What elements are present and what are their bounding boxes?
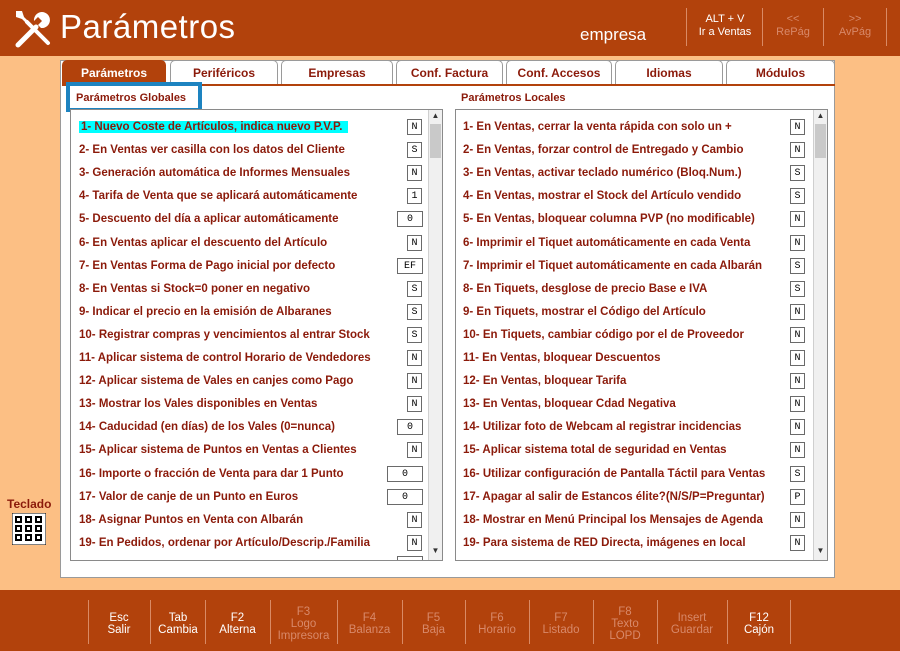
param-value-field[interactable]: 0 xyxy=(387,489,423,505)
param-label: 2- En Ventas ver casilla con los datos del Cliente xyxy=(79,144,345,157)
param-value-field[interactable]: S xyxy=(407,281,422,297)
param-value-field[interactable]: S xyxy=(407,304,422,320)
param-value-field[interactable]: S xyxy=(407,327,422,343)
tab-parametros[interactable]: Parámetros xyxy=(62,60,166,86)
param-value-field[interactable]: N xyxy=(790,211,805,227)
param-label: 11- En Ventas, bloquear Descuentos xyxy=(463,352,661,364)
shortcut-key: Esc xyxy=(109,612,129,624)
param-label: 11- Aplicar sistema de control Horario de Vendedores xyxy=(79,352,371,364)
button-label: Listado xyxy=(542,624,580,636)
param-label: 16- Utilizar configuración de Pantalla Táctil para Ventas xyxy=(463,467,766,480)
company-name: empresa xyxy=(580,25,647,44)
global-param-row[interactable] xyxy=(71,304,428,322)
param-value-field[interactable]: EF xyxy=(397,258,423,274)
param-label: 9- En Tiquets, mostrar el Código del Artículo xyxy=(463,305,706,318)
param-label: 3- En Ventas, activar teclado numérico (Bloq.Num.) xyxy=(463,167,742,180)
button-label: Alterna xyxy=(219,624,256,636)
go-to-sales-button[interactable] xyxy=(688,8,762,46)
tab-conf-factura[interactable]: Conf. Factura xyxy=(396,60,503,84)
local-param-row[interactable] xyxy=(456,442,813,460)
save-button[interactable] xyxy=(658,598,726,644)
param-label: 5- En Ventas, bloquear columna PVP (no modificable) xyxy=(463,213,755,226)
shortcut-key: F8 xyxy=(618,606,632,618)
footer-bar xyxy=(0,590,900,651)
param-value-field[interactable] xyxy=(397,556,423,561)
param-label: 15- Aplicar sistema total de seguridad en Ventas xyxy=(463,444,727,457)
tools-icon xyxy=(12,7,54,49)
local-param-row[interactable] xyxy=(456,512,813,530)
param-label: 4- En Ventas, mostrar el Stock del Artículo vendido xyxy=(463,190,742,203)
shortcut-key: Insert xyxy=(677,612,707,624)
param-label: 17- Apagar al salir de Estancos élite?(N/S/P=Preguntar) xyxy=(463,490,765,503)
delete-button[interactable] xyxy=(403,598,464,644)
shortcut-key: F6 xyxy=(490,612,504,624)
local-param-row[interactable] xyxy=(456,304,813,322)
scroll-thumb[interactable] xyxy=(815,124,826,158)
local-param-row[interactable] xyxy=(456,396,813,414)
logo-printer-button[interactable] xyxy=(271,598,336,644)
local-param-row[interactable] xyxy=(456,466,813,484)
global-param-row[interactable] xyxy=(71,396,428,414)
param-value-field[interactable]: S xyxy=(790,258,805,274)
shortcut-key: Tab xyxy=(168,612,188,624)
local-param-row[interactable] xyxy=(456,165,813,183)
global-param-row[interactable] xyxy=(71,119,428,137)
param-label: 18- Asignar Puntos en Venta con Albarán xyxy=(79,513,304,526)
teclado-label: Teclado xyxy=(7,497,52,511)
shortcut-key: F4 xyxy=(362,612,377,624)
param-value-field[interactable]: N xyxy=(407,119,422,135)
button-label: Cajón xyxy=(743,624,775,636)
button-label: Balanza xyxy=(348,624,391,636)
global-param-row[interactable] xyxy=(71,258,428,276)
param-label: 18- Mostrar en Menú Principal los Mensajes de Agenda xyxy=(463,513,763,526)
local-param-row[interactable] xyxy=(456,142,813,160)
local-params-list[interactable] xyxy=(455,109,828,561)
local-param-row[interactable] xyxy=(456,281,813,299)
shortcut-key: >> xyxy=(848,13,862,25)
header-bar xyxy=(0,0,900,56)
highlight-box xyxy=(66,82,202,112)
tab-perifericos[interactable]: Periféricos xyxy=(170,60,278,84)
global-param-row[interactable] xyxy=(71,188,428,206)
scroll-up-icon[interactable]: ▲ xyxy=(816,111,825,120)
param-value-field[interactable]: N xyxy=(407,512,422,528)
param-value-field[interactable]: N xyxy=(407,535,422,551)
schedule-button[interactable] xyxy=(466,598,528,644)
param-label: 12- Aplicar sistema de Vales en canjes como Pago xyxy=(79,375,354,388)
global-param-row[interactable] xyxy=(71,535,428,553)
local-param-row[interactable] xyxy=(456,119,813,137)
local-param-row[interactable] xyxy=(456,535,813,553)
header-divider xyxy=(886,8,887,46)
param-value-field[interactable]: N xyxy=(790,142,805,158)
param-label: 10- En Tiquets, cambiar código por el de Proveedor xyxy=(463,328,744,341)
global-param-row[interactable] xyxy=(71,350,428,368)
param-label: 2- En Ventas, forzar control de Entregado y Cambio xyxy=(463,144,744,157)
param-value-field[interactable]: N xyxy=(790,304,805,320)
vertical-scrollbar[interactable] xyxy=(428,110,442,560)
exit-button[interactable] xyxy=(89,598,149,644)
param-value-field[interactable]: N xyxy=(790,535,805,551)
param-label: 4- Tarifa de Venta que se aplicará automáticamente xyxy=(79,190,358,203)
global-param-row[interactable] xyxy=(71,281,428,299)
scroll-down-icon[interactable]: ▼ xyxy=(431,546,440,555)
param-label: 17- Valor de canje de un Punto en Euros xyxy=(79,490,299,503)
param-value-field[interactable]: N xyxy=(407,442,422,458)
param-label: 13- En Ventas, bloquear Cdad Negativa xyxy=(463,398,676,411)
global-param-row[interactable] xyxy=(71,512,428,530)
button-label: RePág xyxy=(776,26,810,38)
param-value-field[interactable]: S xyxy=(790,281,805,297)
param-label: 10- Registrar compras y vencimientos al entrar Stock xyxy=(79,328,370,341)
param-value-field[interactable]: N xyxy=(790,419,805,435)
param-value-field[interactable]: S xyxy=(790,165,805,181)
param-label: 13- Mostrar los Vales disponibles en Ventas xyxy=(79,398,318,411)
param-value-field[interactable]: P xyxy=(790,489,805,505)
param-value-field[interactable]: 0 xyxy=(397,211,423,227)
param-label: 5- Descuento del día a aplicar automáticamente xyxy=(79,213,339,226)
button-label: AvPág xyxy=(838,26,872,38)
param-label: 3- Generación automática de Informes Mensuales xyxy=(79,167,350,180)
shortcut-key: << xyxy=(786,13,800,25)
global-param-row[interactable] xyxy=(71,327,428,345)
header-divider xyxy=(686,8,687,46)
local-params-title: Parámetros Locales xyxy=(461,92,566,104)
shortcut-key: F5 xyxy=(426,612,441,624)
param-label: 6- Imprimir el Tiquet automáticamente en cada Venta xyxy=(463,236,751,249)
param-label: 15- Aplicar sistema de Puntos en Ventas a Clientes xyxy=(79,444,357,457)
switch-button[interactable] xyxy=(151,598,205,644)
local-param-row[interactable] xyxy=(456,211,813,229)
global-param-row[interactable] xyxy=(71,373,428,391)
global-param-row[interactable] xyxy=(71,466,428,484)
scroll-up-icon[interactable]: ▲ xyxy=(431,111,440,120)
param-value-field[interactable]: N xyxy=(790,235,805,251)
param-value-field[interactable]: N xyxy=(790,327,805,343)
global-params-list[interactable] xyxy=(70,109,443,561)
local-param-row[interactable] xyxy=(456,258,813,276)
scale-button[interactable] xyxy=(338,598,401,644)
param-value-field[interactable]: N xyxy=(407,396,422,412)
button-label: Salir xyxy=(107,624,131,636)
param-value-field[interactable]: N xyxy=(790,119,805,135)
param-label: 19- Para sistema de RED Directa, imágenes en local xyxy=(463,536,746,549)
shortcut-key: F7 xyxy=(554,612,568,624)
param-value-field[interactable]: N xyxy=(790,373,805,389)
param-value-field[interactable]: N xyxy=(407,350,422,366)
param-value-field[interactable]: 0 xyxy=(397,419,423,435)
param-value-field[interactable]: S xyxy=(407,142,422,158)
scroll-thumb[interactable] xyxy=(430,124,441,158)
global-param-row[interactable] xyxy=(71,211,428,229)
param-value-field[interactable]: N xyxy=(790,512,805,528)
global-param-row[interactable] xyxy=(71,419,428,437)
local-param-row[interactable] xyxy=(456,327,813,345)
param-label: 9- Indicar el precio en la emisión de Albaranes xyxy=(79,305,332,318)
button-label: Logo xyxy=(290,618,317,630)
button-label: Horario xyxy=(478,624,516,636)
keyboard-icon[interactable] xyxy=(12,513,46,545)
app-title: Parámetros xyxy=(60,8,236,45)
param-value-field[interactable]: S xyxy=(790,188,805,204)
local-param-row[interactable] xyxy=(456,350,813,368)
local-param-row[interactable] xyxy=(456,188,813,206)
param-value-field[interactable]: N xyxy=(790,396,805,412)
param-label: 16- Importe o fracción de Venta para dar 1 Punto xyxy=(79,467,344,480)
param-label: 19- En Pedidos, ordenar por Artículo/Descrip./Familia xyxy=(79,536,370,549)
global-param-row[interactable] xyxy=(71,235,428,253)
header-divider xyxy=(823,8,824,46)
param-value-field[interactable]: N xyxy=(407,235,422,251)
vertical-scrollbar[interactable] xyxy=(813,110,827,560)
tab-idiomas[interactable]: Idiomas xyxy=(615,60,723,84)
global-param-row[interactable] xyxy=(71,442,428,460)
shortcut-key: F3 xyxy=(296,606,311,618)
param-value-field[interactable]: 0 xyxy=(387,466,423,482)
button-label: Baja xyxy=(421,624,446,636)
button-label: Guardar xyxy=(670,624,714,636)
param-value-field[interactable]: N xyxy=(790,350,805,366)
param-value-field[interactable]: N xyxy=(790,442,805,458)
tab-modulos[interactable]: Módulos xyxy=(726,60,835,84)
footer-divider xyxy=(790,600,791,644)
param-label: 14- Utilizar foto de Webcam al registrar incidencias xyxy=(463,421,742,434)
param-label: 12- En Ventas, bloquear Tarifa xyxy=(463,375,627,388)
header-divider xyxy=(762,8,763,46)
global-params-title: Parámetros Globales xyxy=(76,92,187,104)
param-label: 1- Nuevo Coste de Artículos, indica nuevo P.V.P. xyxy=(79,121,348,133)
local-param-row[interactable] xyxy=(456,235,813,253)
param-label: 8- En Tiquets, desglose de precio Base e IVA xyxy=(463,282,708,295)
toggle-button[interactable] xyxy=(206,598,269,644)
param-value-field[interactable]: N xyxy=(407,165,422,181)
tab-empresas[interactable]: Empresas xyxy=(281,60,393,84)
local-param-row[interactable] xyxy=(456,419,813,437)
param-label: 8- En Ventas si Stock=0 poner en negativo xyxy=(79,282,311,295)
param-label: 7- Imprimir el Tiquet automáticamente en cada Albarán xyxy=(463,259,763,272)
global-param-row[interactable] xyxy=(71,142,428,160)
param-label: 14- Caducidad (en días) de los Vales (0=nunca) xyxy=(79,421,335,434)
param-label: 7- En Ventas Forma de Pago inicial por defecto xyxy=(79,259,336,272)
local-param-row[interactable] xyxy=(456,489,813,507)
global-param-row[interactable] xyxy=(71,489,428,507)
scroll-down-icon[interactable]: ▼ xyxy=(816,546,825,555)
shortcut-key: F2 xyxy=(230,612,245,624)
button-label: Texto xyxy=(611,618,639,630)
tab-conf-accesos[interactable]: Conf. Accesos xyxy=(506,60,612,84)
button-label: Cambia xyxy=(158,624,198,636)
list-button[interactable] xyxy=(530,598,592,644)
page-down-button[interactable] xyxy=(825,8,885,46)
param-value-field[interactable]: S xyxy=(790,466,805,482)
button-label: LOPD xyxy=(609,630,641,642)
lopd-text-button[interactable] xyxy=(594,598,656,644)
param-label: 6- En Ventas aplicar el descuento del Artículo xyxy=(79,236,328,249)
shortcut-key: ALT + V xyxy=(705,13,745,25)
global-param-row[interactable] xyxy=(71,165,428,183)
button-label: Impresora xyxy=(277,630,330,642)
shortcut-key: F12 xyxy=(749,612,769,624)
button-label: Ir a Ventas xyxy=(698,26,752,38)
local-param-row[interactable] xyxy=(456,373,813,391)
page-up-button[interactable] xyxy=(764,8,822,46)
param-label: 1- En Ventas, cerrar la venta rápida con solo un + xyxy=(463,121,732,133)
param-value-field[interactable]: N xyxy=(407,373,422,389)
param-value-field[interactable]: 1 xyxy=(407,188,422,204)
cash-drawer-button[interactable] xyxy=(728,598,790,644)
